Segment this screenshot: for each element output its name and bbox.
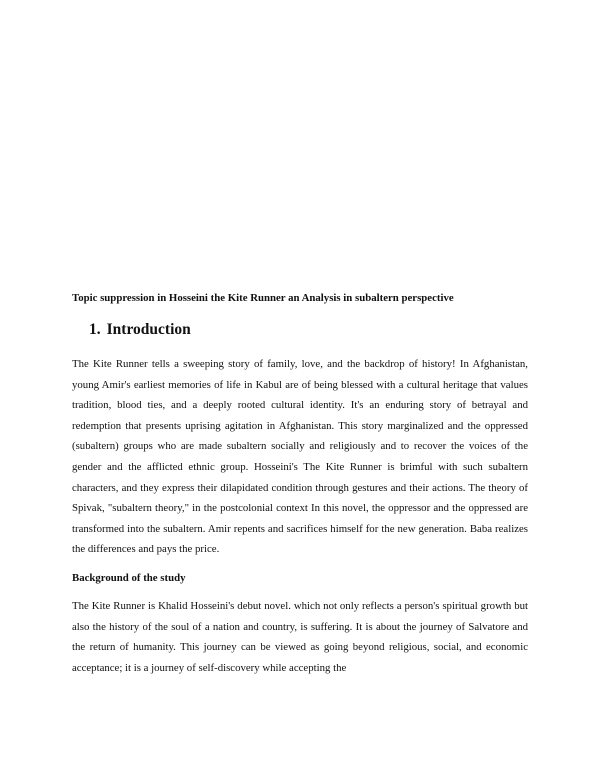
intro-paragraph: The Kite Runner tells a sweeping story of family, love, and the backdrop of history! In Afghanistan, young Amir's earliest memories of life in Kabul are of being blessed with a cultural heritage that values tradition, blood ties, and a deeply rooted cultural identity. It's an enduring story of betrayal and redemption that presents uprising agitation in Afghanistan. This story marginalized and the oppressed (subaltern) groups who are made subaltern socially and religiously and to recover the voices of the gender and the afflicted ethnic group. Hosseini's The Kite Runner is brimful with such subaltern characters, and they express their dilapidated condition through gestures and their actions. The theory of Spivak, "subaltern theory," in the postcolonial context In this novel, the oppressor and the oppressed are transformed into the subaltern. Amir repents and sacrifices himself for the new generation. Baba realizes the differences and pays the price.: [72, 358, 528, 556]
document-title: Topic suppression in Hosseini the Kite Runner an Analysis in subaltern perspective: [72, 292, 454, 304]
section-number: 1.: [89, 321, 101, 338]
section-title: Introduction: [106, 321, 191, 338]
background-paragraph: The Kite Runner is Khalid Hosseini's debut novel. which not only reflects a person's spiritual growth but also the history of the soul of a nation and country, is suffering. It is about the journey of Salvatore and the return of humanity. This journey can be viewed as going beyond religious, social, and economic acceptance; it is a journey of self-discovery while accepting the: [72, 599, 528, 674]
subheading-background: Background of the study: [72, 571, 186, 584]
document-body: [72, 291, 528, 678]
section-heading-introduction: [89, 320, 528, 340]
